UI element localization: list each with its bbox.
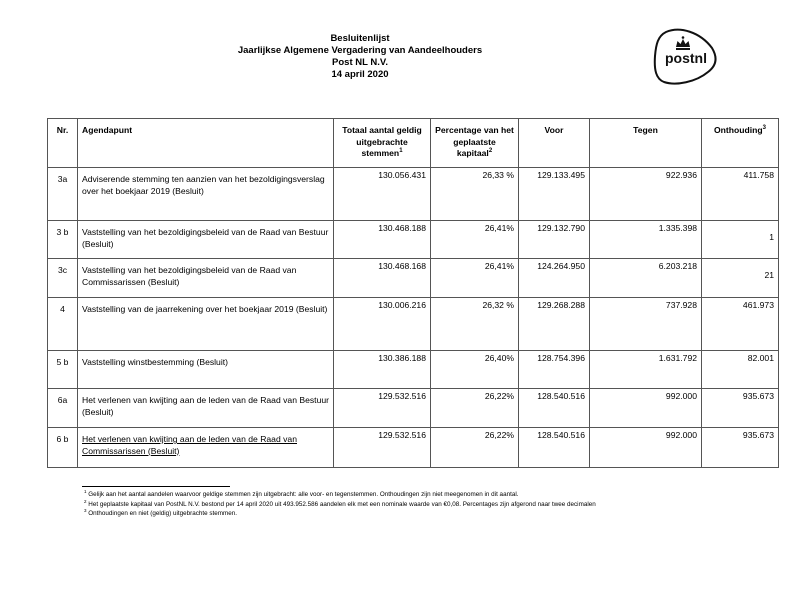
- footnote-3: $^3$ Onthoudingen en niet (geldig) uitgebrachte stemmen.: [84, 507, 238, 517]
- column-header-nr: Nr.: [48, 119, 78, 168]
- cell-nr: 3a: [48, 168, 78, 221]
- cell-totaal: 129.532.516: [334, 389, 431, 428]
- footnote-divider: [82, 486, 230, 487]
- meeting-date: 14 april 2020: [331, 69, 389, 80]
- svg-text:postnl: postnl: [665, 50, 707, 66]
- cell-tegen: 6.203.218: [590, 259, 702, 298]
- footnote-2: $^2$ Het geplaatste kapitaal van PostNL N.V. bestond per 14 april 2020 uit 493.952.586 aandelen elk met een nominale waarde van €0,08. Percentages zijn afgerond naar twee decimalen: [84, 498, 596, 508]
- document-title-block: [200, 33, 520, 81]
- cell-voor: 129.268.288: [519, 298, 590, 351]
- cell-tegen: 1.335.398: [590, 221, 702, 259]
- cell-percentage: 26,40%: [431, 351, 519, 389]
- column-header-agendapunt: Agendapunt: [78, 119, 334, 168]
- cell-nr: 4: [48, 298, 78, 351]
- column-header-voor: Voor: [519, 119, 590, 168]
- cell-tegen: 992.000: [590, 428, 702, 468]
- cell-tegen: 1.631.792: [590, 351, 702, 389]
- table-row: [48, 259, 779, 298]
- table-row: [48, 389, 779, 428]
- cell-nr: 5 b: [48, 351, 78, 389]
- cell-onthouding: 461.973: [702, 298, 779, 351]
- document-title: Besluitenlijst: [330, 33, 390, 44]
- column-header-totaal: Totaal aantal geldig uitgebrachte stemmen$^1$: [334, 119, 431, 168]
- cell-totaal: 130.468.168: [334, 259, 431, 298]
- cell-agenda: Het verlenen van kwijting aan de leden van de Raad van Commissarissen (Besluit): [78, 428, 334, 468]
- cell-tegen: 922.936: [590, 168, 702, 221]
- cell-voor: 128.540.516: [519, 428, 590, 468]
- cell-tegen: 992.000: [590, 389, 702, 428]
- cell-voor: 129.132.790: [519, 221, 590, 259]
- column-header-percentage: Percentage van het geplaatste kapitaal$^2$: [431, 119, 519, 168]
- cell-onthouding: 82.001: [702, 351, 779, 389]
- cell-percentage: 26,22%: [431, 389, 519, 428]
- cell-totaal: 130.468.188: [334, 221, 431, 259]
- table-row: [48, 221, 779, 259]
- cell-percentage: 26,32 %: [431, 298, 519, 351]
- cell-totaal: 129.532.516: [334, 428, 431, 468]
- cell-nr: 6 b: [48, 428, 78, 468]
- table-row: [48, 351, 779, 389]
- postnl-logo: [652, 26, 718, 86]
- table-header-row: [48, 119, 779, 168]
- cell-voor: 129.133.495: [519, 168, 590, 221]
- cell-voor: 128.754.396: [519, 351, 590, 389]
- cell-agenda: Vaststelling van het bezoldigingsbeleid van de Raad van Bestuur (Besluit): [78, 221, 334, 259]
- table-row: [48, 168, 779, 221]
- cell-nr: 3c: [48, 259, 78, 298]
- column-header-onthouding: Onthouding$^3$: [702, 119, 779, 168]
- cell-onthouding: 1: [702, 221, 779, 259]
- cell-percentage: 26,41%: [431, 221, 519, 259]
- cell-onthouding: 411.758: [702, 168, 779, 221]
- cell-tegen: 737.928: [590, 298, 702, 351]
- cell-onthouding: 935.673: [702, 389, 779, 428]
- table-row: [48, 298, 779, 351]
- cell-agenda: Adviserende stemming ten aanzien van het bezoldigingsverslag over het boekjaar 2019 (Besluit): [78, 168, 334, 221]
- cell-voor: 128.540.516: [519, 389, 590, 428]
- footnote-1: $^1$ Gelijk aan het aantal aandelen waarvoor geldige stemmen zijn uitgebracht: alle voor- en tegenstemmen. Onthoudingen zijn niet meegenomen in dit aantal.: [84, 488, 519, 498]
- cell-nr: 3 b: [48, 221, 78, 259]
- cell-percentage: 26,22%: [431, 428, 519, 468]
- cell-agenda: Het verlenen van kwijting aan de leden van de Raad van Bestuur (Besluit): [78, 389, 334, 428]
- cell-agenda: Vaststelling van de jaarrekening over het boekjaar 2019 (Besluit): [78, 298, 334, 351]
- cell-totaal: 130.006.216: [334, 298, 431, 351]
- cell-percentage: 26,33 %: [431, 168, 519, 221]
- voting-results-table: [47, 118, 779, 468]
- cell-totaal: 130.386.188: [334, 351, 431, 389]
- table-row: [48, 428, 779, 468]
- cell-nr: 6a: [48, 389, 78, 428]
- company-name: Post NL N.V.: [332, 57, 388, 68]
- cell-totaal: 130.056.431: [334, 168, 431, 221]
- footnotes: [84, 490, 784, 519]
- cell-agenda: Vaststelling winstbestemming (Besluit): [78, 351, 334, 389]
- cell-percentage: 26,41%: [431, 259, 519, 298]
- column-header-tegen: Tegen: [590, 119, 702, 168]
- postnl-logo-icon: [652, 26, 718, 86]
- cell-agenda: Vaststelling van het bezoldigingsbeleid van de Raad van Commissarissen (Besluit): [78, 259, 334, 298]
- cell-onthouding: 21: [702, 259, 779, 298]
- cell-voor: 124.264.950: [519, 259, 590, 298]
- meeting-name: Jaarlijkse Algemene Vergadering van Aandeelhouders: [237, 45, 483, 56]
- cell-onthouding: 935.673: [702, 428, 779, 468]
- crown-icon: [676, 36, 690, 50]
